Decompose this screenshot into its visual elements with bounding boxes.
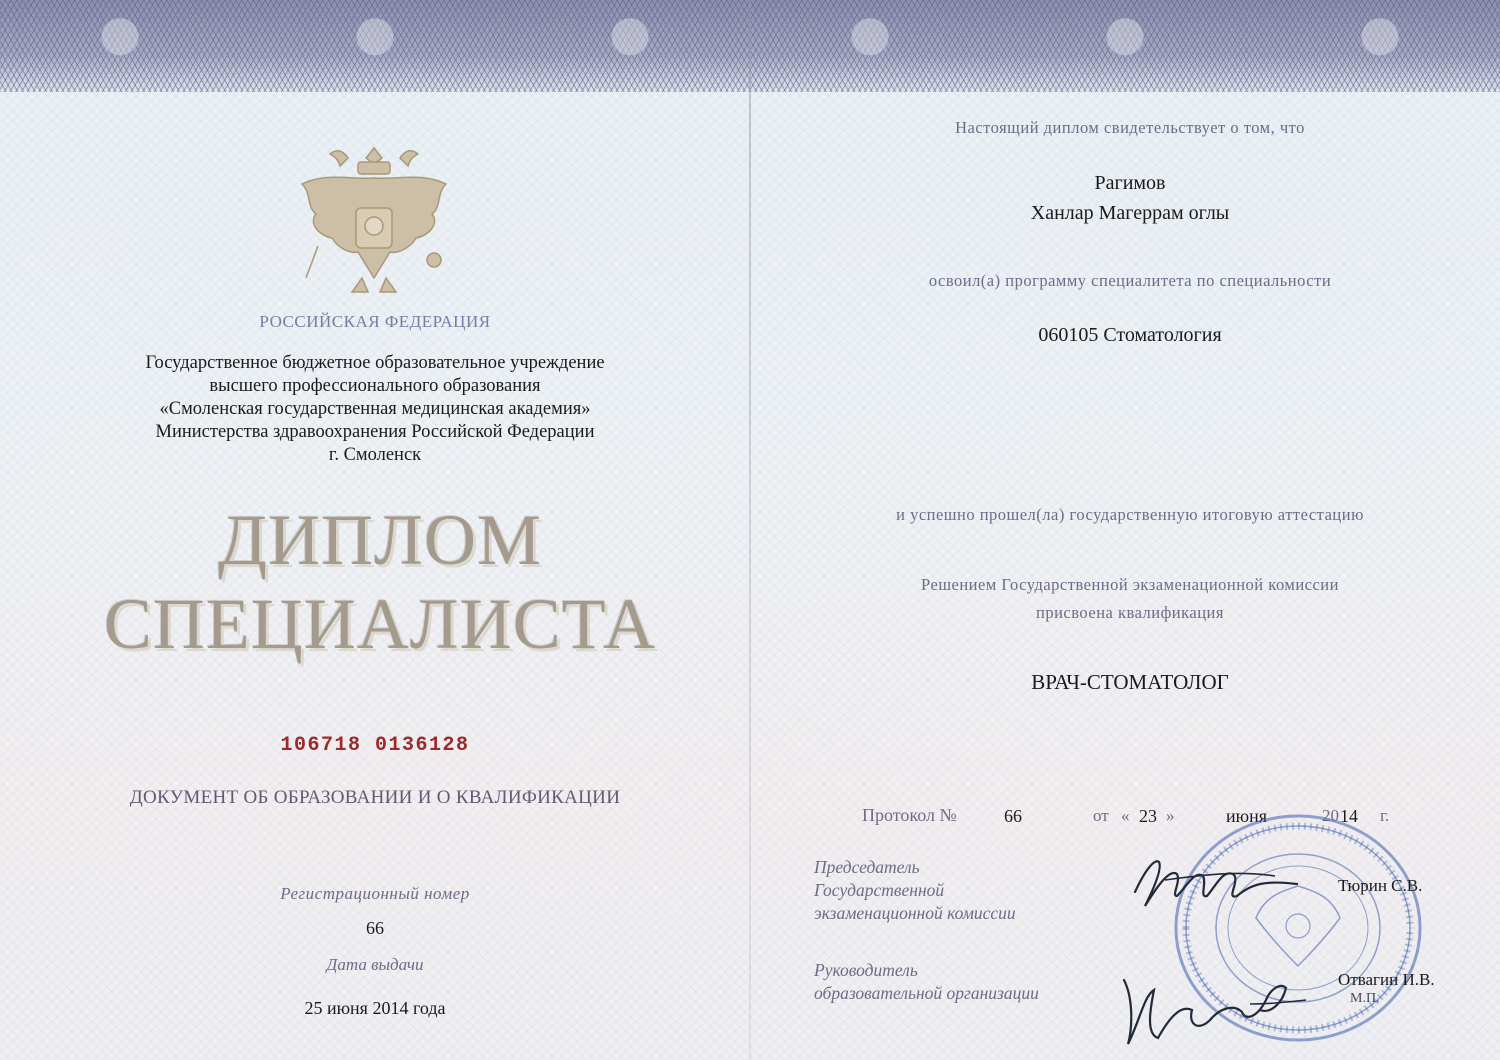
certification-intro: Настоящий диплом свидетельствует о том, что (955, 118, 1305, 137)
protocol-year-prefix: 20 (1322, 806, 1339, 825)
protocol-year-abbr: г. (1380, 806, 1390, 825)
institution-line: высшего профессионального образования (209, 376, 541, 396)
serial-number: 106718 0136128 (280, 734, 470, 757)
country-heading: РОССИЙСКАЯ ФЕДЕРАЦИЯ (259, 312, 491, 331)
institution-line: «Смоленская государственная медицинская академия» (159, 399, 591, 419)
program-statement: освоил(а) программу специалитета по специальности (928, 271, 1332, 290)
head-signature-icon (1110, 960, 1310, 1050)
institution-block (90, 352, 660, 467)
protocol-year-suffix: 14 (1340, 806, 1358, 826)
institution-line: г. Смоленск (328, 445, 422, 465)
head-title (814, 959, 1039, 1005)
double-headed-eagle-emblem-icon (288, 128, 460, 300)
institution-line: Министерства здравоохранения Российской Федерации (155, 422, 595, 442)
specialty: 060105 Стоматология (1038, 324, 1222, 346)
protocol-close-quote: » (1166, 806, 1175, 825)
chairman-title-line: Государственной (814, 880, 945, 900)
page-fold (749, 0, 751, 1060)
head-title-line: образовательной организации (814, 983, 1039, 1003)
chairman-signature-icon (1125, 840, 1305, 920)
head-name: Отвагин И.В. (1338, 970, 1435, 989)
protocol-label: Протокол № (862, 805, 957, 825)
qualification: ВРАЧ-СТОМАТОЛОГ (1031, 670, 1229, 694)
protocol-day: 23 (1139, 806, 1157, 826)
protocol-open-quote: « (1121, 806, 1130, 825)
attestation-statement: и успешно прошел(ла) государственную итоговую аттестацию (896, 505, 1364, 524)
protocol-month: июня (1226, 806, 1267, 826)
diploma-title-line2: СПЕЦИАЛИСТА (103, 584, 657, 664)
chairman-title-line: Председатель (814, 857, 920, 877)
chairman-title-line: экзаменационной комиссии (814, 903, 1016, 923)
document-type: ДОКУМЕНТ ОБ ОБРАЗОВАНИИ И О КВАЛИФИКАЦИИ (129, 787, 621, 808)
graduate-surname: Рагимов (1094, 172, 1166, 194)
chairman-name: Тюрин С.В. (1338, 876, 1423, 895)
protocol-number: 66 (1004, 806, 1022, 826)
chairman-title (814, 856, 1016, 925)
commission-decision-line1: Решением Государственной экзаменационной комиссии (921, 575, 1339, 594)
registration-label: Регистрационный номер (280, 884, 470, 903)
institution-line: Государственное бюджетное образовательное учреждение (145, 353, 605, 373)
registration-number: 66 (366, 918, 384, 938)
graduate-given-names: Ханлар Магеррам оглы (1030, 202, 1230, 224)
head-title-line: Руководитель (814, 960, 918, 980)
issue-date-label: Дата выдачи (326, 955, 424, 974)
diploma-title (80, 498, 680, 666)
issue-date: 25 июня 2014 года (304, 998, 446, 1018)
commission-decision-line2: присвоена квалификация (1036, 603, 1224, 622)
diploma-title-line1: ДИПЛОМ (218, 500, 542, 580)
seal-place-mark: М.П. (1350, 991, 1380, 1006)
protocol-from: от (1093, 806, 1109, 825)
